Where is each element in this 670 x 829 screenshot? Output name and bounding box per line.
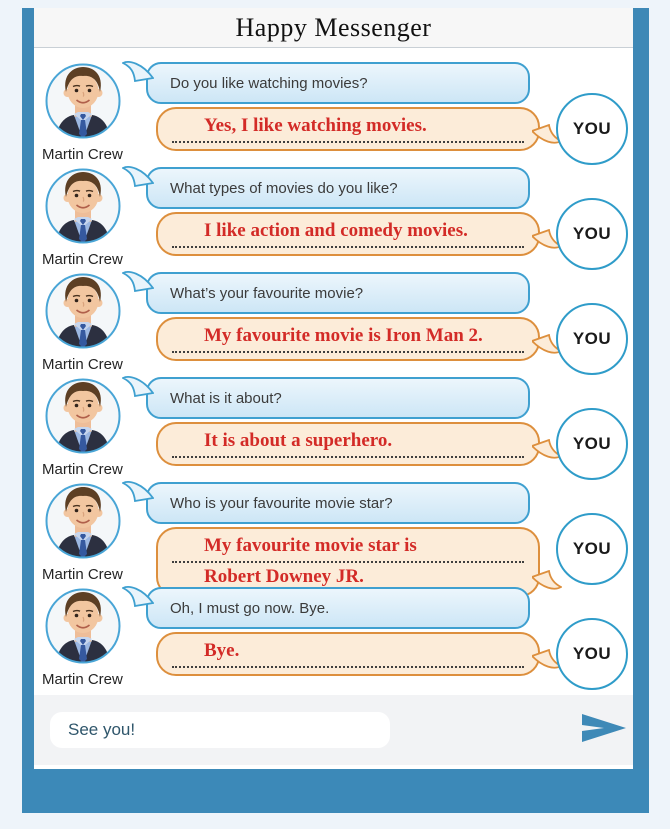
- contact-name: Martin Crew: [42, 671, 123, 688]
- contact-name: Martin Crew: [42, 356, 123, 373]
- frame-bottom-bar: [22, 769, 649, 813]
- frame-left-bar: [22, 8, 34, 769]
- contact-avatar: [44, 167, 122, 245]
- question-text: Oh, I must go now. Bye.: [170, 599, 330, 617]
- you-badge: YOU: [556, 93, 628, 165]
- contact-name: Martin Crew: [42, 251, 123, 268]
- answer-bubble: [156, 317, 540, 361]
- speech-tail-icon: [122, 585, 154, 607]
- question-text: Who is your favourite movie star?: [170, 494, 393, 512]
- question-bubble: [146, 272, 530, 314]
- answer-text: My favourite movie star is: [172, 535, 524, 563]
- contact-name: Martin Crew: [42, 146, 123, 163]
- contact-name: Martin Crew: [42, 461, 123, 478]
- chat-row: [34, 587, 633, 692]
- question-text: What types of movies do you like?: [170, 179, 398, 197]
- question-bubble: [146, 62, 530, 104]
- contact-avatar: [44, 482, 122, 560]
- contact-avatar: [44, 62, 122, 140]
- boy-avatar-icon: [44, 167, 122, 245]
- composer-bar: [34, 695, 633, 765]
- contact-avatar: [44, 377, 122, 455]
- contact-name: Martin Crew: [42, 566, 123, 583]
- question-bubble: [146, 167, 530, 209]
- answer-text: It is about a superhero.: [172, 430, 524, 458]
- app-header: [34, 8, 633, 48]
- answer-bubble: [156, 422, 540, 466]
- app-title: Happy Messenger: [235, 12, 432, 42]
- boy-avatar-icon: [44, 482, 122, 560]
- answer-text: Bye.: [172, 640, 524, 668]
- answer-text-line2: Robert Downey JR.: [204, 565, 364, 587]
- speech-tail-icon: [122, 375, 154, 397]
- you-badge: YOU: [556, 513, 628, 585]
- frame-right-bar: [633, 8, 649, 769]
- answer-bubble: [156, 632, 540, 676]
- phone-frame: [22, 8, 649, 813]
- boy-avatar-icon: [44, 377, 122, 455]
- messenger-content: [34, 8, 633, 769]
- speech-tail-icon: [122, 480, 154, 502]
- you-badge: YOU: [556, 408, 628, 480]
- question-bubble: [146, 377, 530, 419]
- question-text: What’s your favourite movie?: [170, 284, 364, 302]
- question-bubble: [146, 587, 530, 629]
- chat-row: [34, 272, 633, 377]
- chat-row: [34, 167, 633, 272]
- message-input[interactable]: [50, 712, 390, 748]
- you-badge: YOU: [556, 303, 628, 375]
- you-badge: YOU: [556, 198, 628, 270]
- speech-tail-icon: [122, 270, 154, 292]
- boy-avatar-icon: [44, 272, 122, 350]
- send-arrow-icon: [582, 712, 626, 744]
- answer-text: My favourite movie is Iron Man 2.: [172, 325, 524, 353]
- chat-list: [34, 48, 633, 692]
- send-button[interactable]: [582, 712, 626, 744]
- answer-text: I like action and comedy movies.: [172, 220, 524, 248]
- speech-tail-icon: [122, 165, 154, 187]
- boy-avatar-icon: [44, 587, 122, 665]
- question-text: What is it about?: [170, 389, 282, 407]
- boy-avatar-icon: [44, 62, 122, 140]
- answer-text: Yes, I like watching movies.: [172, 115, 524, 143]
- answer-bubble: [156, 107, 540, 151]
- speech-tail-icon: [122, 60, 154, 82]
- question-text: Do you like watching movies?: [170, 74, 368, 92]
- chat-row: [34, 62, 633, 167]
- contact-avatar: [44, 272, 122, 350]
- chat-row: [34, 377, 633, 482]
- answer-bubble: [156, 212, 540, 256]
- chat-row: [34, 482, 633, 587]
- you-badge: YOU: [556, 618, 628, 690]
- question-bubble: [146, 482, 530, 524]
- contact-avatar: [44, 587, 122, 665]
